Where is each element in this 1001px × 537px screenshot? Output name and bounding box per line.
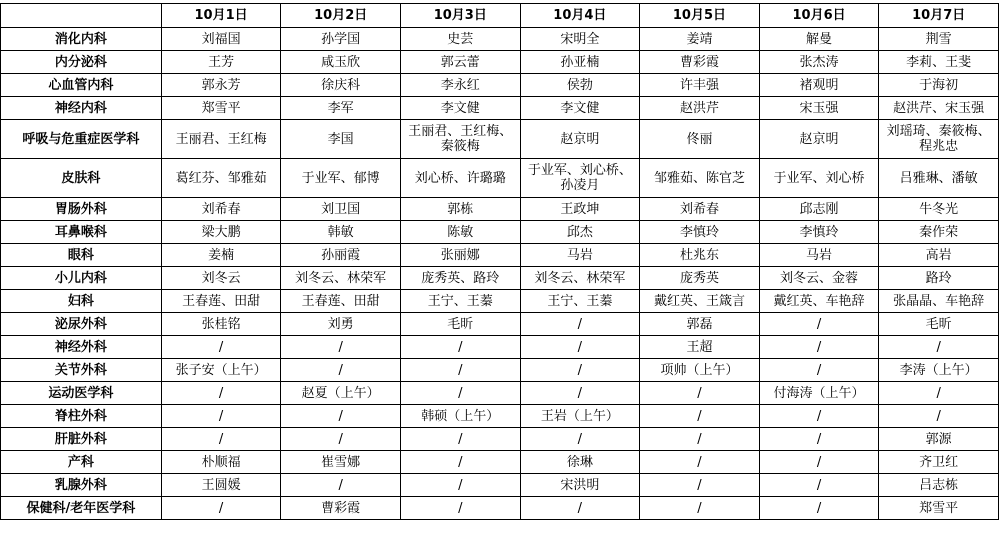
duty-cell: 王政坤 [520,198,640,221]
duty-cell: / [400,428,520,451]
duty-cell: 路玲 [879,267,999,290]
duty-cell: / [879,336,999,359]
duty-cell: 刘冬云、林荣军 [520,267,640,290]
duty-cell: / [759,474,879,497]
duty-cell: 戴红英、车艳辞 [759,290,879,313]
department-cell: 运动医学科 [1,382,162,405]
department-cell: 小儿内科 [1,267,162,290]
duty-cell: / [281,428,401,451]
duty-cell: 王丽君、王红梅、秦筱梅 [400,120,520,159]
duty-cell: / [161,336,281,359]
duty-cell: 郭永芳 [161,74,281,97]
department-cell: 胃肠外科 [1,198,162,221]
duty-cell: 王丽君、王红梅 [161,120,281,159]
duty-cell: 咸玉欣 [281,51,401,74]
corner-cell [1,4,162,28]
duty-cell: 于海初 [879,74,999,97]
duty-cell: 牛冬光 [879,198,999,221]
duty-cell: / [640,451,760,474]
duty-cell: 郭云蕾 [400,51,520,74]
duty-cell: 庞秀英、路玲 [400,267,520,290]
duty-cell: / [759,428,879,451]
duty-cell: 姜楠 [161,244,281,267]
duty-cell: 马岩 [520,244,640,267]
duty-cell: 褚观明 [759,74,879,97]
table-row [1,221,999,244]
table-row [1,474,999,497]
duty-cell: / [759,313,879,336]
duty-cell: 刘冬云 [161,267,281,290]
duty-cell: 郭栋 [400,198,520,221]
duty-cell: 李莉、王斐 [879,51,999,74]
duty-cell: / [400,451,520,474]
duty-cell: / [281,336,401,359]
department-cell: 乳腺外科 [1,474,162,497]
department-cell: 妇科 [1,290,162,313]
duty-cell: 刘希春 [640,198,760,221]
duty-cell: 毛昕 [879,313,999,336]
duty-cell: / [879,382,999,405]
duty-cell: 郭磊 [640,313,760,336]
duty-cell: 佟丽 [640,120,760,159]
duty-cell: 郑雪平 [879,497,999,520]
duty-cell: 项帅（上午） [640,359,760,382]
duty-cell: / [161,405,281,428]
duty-cell: 李慎玲 [640,221,760,244]
duty-cell: 张子安（上午） [161,359,281,382]
duty-cell: 姜靖 [640,28,760,51]
department-cell: 保健科/老年医学科 [1,497,162,520]
duty-cell: 赵京明 [520,120,640,159]
duty-cell: 赵京明 [759,120,879,159]
table-row [1,428,999,451]
duty-cell: 张丽娜 [400,244,520,267]
duty-cell: 邹雅茹、陈官芝 [640,159,760,198]
duty-cell: 王超 [640,336,760,359]
duty-cell: 韩敏 [281,221,401,244]
duty-cell: 郑雪平 [161,97,281,120]
date-header: 10月2日 [281,4,401,28]
duty-cell: 孙丽霞 [281,244,401,267]
table-body [1,28,999,520]
duty-cell: 刘冬云、林荣军 [281,267,401,290]
duty-cell: 刘希春 [161,198,281,221]
department-cell: 肝脏外科 [1,428,162,451]
duty-cell: 李国 [281,120,401,159]
duty-cell: 赵夏（上午） [281,382,401,405]
duty-cell: / [520,313,640,336]
duty-cell: 梁大鹏 [161,221,281,244]
table-row [1,74,999,97]
duty-cell: 朴顺福 [161,451,281,474]
duty-cell: 王圆媛 [161,474,281,497]
department-cell: 消化内科 [1,28,162,51]
duty-cell: 王春莲、田甜 [161,290,281,313]
table-row [1,451,999,474]
table-row [1,290,999,313]
duty-cell: 徐庆科 [281,74,401,97]
duty-cell: 付海涛（上午） [759,382,879,405]
duty-cell: 毛昕 [400,313,520,336]
duty-cell: / [640,497,760,520]
duty-cell: 于业军、刘心桥 [759,159,879,198]
date-header: 10月4日 [520,4,640,28]
duty-cell: 邱志刚 [759,198,879,221]
duty-cell: / [281,474,401,497]
duty-cell: 韩硕（上午） [400,405,520,428]
duty-cell: 李文健 [520,97,640,120]
duty-cell: / [400,497,520,520]
duty-cell: / [759,336,879,359]
duty-cell: 王宁、王蓁 [520,290,640,313]
table-row [1,336,999,359]
duty-cell: 解曼 [759,28,879,51]
department-cell: 神经内科 [1,97,162,120]
department-cell: 内分泌科 [1,51,162,74]
department-cell: 耳鼻喉科 [1,221,162,244]
department-cell: 神经外科 [1,336,162,359]
department-cell: 皮肤科 [1,159,162,198]
date-header: 10月3日 [400,4,520,28]
table-row [1,120,999,159]
duty-cell: / [281,359,401,382]
duty-cell: 崔雪娜 [281,451,401,474]
duty-cell: 王岩（上午） [520,405,640,428]
table-row [1,198,999,221]
duty-cell: 孙学国 [281,28,401,51]
duty-cell: 于业军、郁博 [281,159,401,198]
date-header: 10月6日 [759,4,879,28]
duty-cell: 李永红 [400,74,520,97]
duty-cell: 宋明全 [520,28,640,51]
duty-cell: 葛红芬、邹雅茹 [161,159,281,198]
duty-cell: 杜兆东 [640,244,760,267]
duty-cell: / [879,405,999,428]
duty-cell: 李慎玲 [759,221,879,244]
table-row [1,382,999,405]
duty-cell: 张桂铭 [161,313,281,336]
duty-cell: / [400,382,520,405]
duty-cell: 李文健 [400,97,520,120]
duty-cell: 吕雅琳、潘敏 [879,159,999,198]
department-cell: 泌尿外科 [1,313,162,336]
duty-cell: 吕志栋 [879,474,999,497]
duty-cell: 赵洪芹、宋玉强 [879,97,999,120]
duty-cell: 曹彩霞 [640,51,760,74]
duty-cell: 戴红英、王箴言 [640,290,760,313]
duty-cell: 张晶晶、车艳辞 [879,290,999,313]
duty-cell: / [281,405,401,428]
duty-cell: / [520,497,640,520]
duty-cell: / [640,474,760,497]
duty-cell: / [400,474,520,497]
duty-cell: / [759,451,879,474]
table-row [1,497,999,520]
table-row [1,97,999,120]
duty-cell: / [161,428,281,451]
duty-cell: / [640,428,760,451]
duty-cell: / [640,405,760,428]
duty-cell: 庞秀英 [640,267,760,290]
duty-cell: 陈敏 [400,221,520,244]
duty-cell: 刘心桥、许璐璐 [400,159,520,198]
duty-cell: 王芳 [161,51,281,74]
duty-cell: / [759,405,879,428]
duty-cell: 李涛（上午） [879,359,999,382]
table-row [1,267,999,290]
date-header: 10月7日 [879,4,999,28]
duty-cell: 高岩 [879,244,999,267]
department-cell: 产科 [1,451,162,474]
duty-cell: / [520,336,640,359]
date-header: 10月5日 [640,4,760,28]
duty-cell: 齐卫红 [879,451,999,474]
duty-cell: / [400,336,520,359]
duty-cell: 孙亚楠 [520,51,640,74]
table-row [1,51,999,74]
date-header: 10月1日 [161,4,281,28]
duty-cell: / [161,497,281,520]
duty-cell: 刘瑶琦、秦筱梅、程兆忠 [879,120,999,159]
duty-cell: 史芸 [400,28,520,51]
duty-cell: 于业军、刘心桥、孙凌月 [520,159,640,198]
table-row [1,159,999,198]
department-cell: 脊柱外科 [1,405,162,428]
table-row [1,405,999,428]
duty-cell: 许丰强 [640,74,760,97]
duty-cell: / [520,382,640,405]
duty-cell: 侯勃 [520,74,640,97]
table-row [1,28,999,51]
department-cell: 关节外科 [1,359,162,382]
duty-cell: 徐琳 [520,451,640,474]
duty-cell: / [161,382,281,405]
table-header [1,4,999,28]
department-cell: 呼吸与危重症医学科 [1,120,162,159]
duty-cell: / [640,382,760,405]
duty-cell: 刘勇 [281,313,401,336]
duty-cell: / [400,359,520,382]
duty-cell: 宋洪明 [520,474,640,497]
duty-cell: 王宁、王蓁 [400,290,520,313]
table-row [1,244,999,267]
duty-cell: 马岩 [759,244,879,267]
department-cell: 心血管内科 [1,74,162,97]
duty-cell: 张杰涛 [759,51,879,74]
duty-cell: 宋玉强 [759,97,879,120]
duty-cell: 郭源 [879,428,999,451]
duty-cell: / [520,428,640,451]
table-row [1,359,999,382]
duty-cell: 王春莲、田甜 [281,290,401,313]
header-row [1,4,999,28]
duty-cell: / [759,359,879,382]
holiday-duty-schedule-table [0,3,999,520]
duty-cell: 赵洪芹 [640,97,760,120]
duty-cell: / [759,497,879,520]
duty-cell: 曹彩霞 [281,497,401,520]
duty-cell: 刘卫国 [281,198,401,221]
duty-cell: 秦作荣 [879,221,999,244]
duty-cell: 刘冬云、金蓉 [759,267,879,290]
department-cell: 眼科 [1,244,162,267]
table-row [1,313,999,336]
duty-cell: 刘福国 [161,28,281,51]
duty-cell: 李军 [281,97,401,120]
duty-cell: 荆雪 [879,28,999,51]
duty-cell: 邱杰 [520,221,640,244]
duty-cell: / [520,359,640,382]
